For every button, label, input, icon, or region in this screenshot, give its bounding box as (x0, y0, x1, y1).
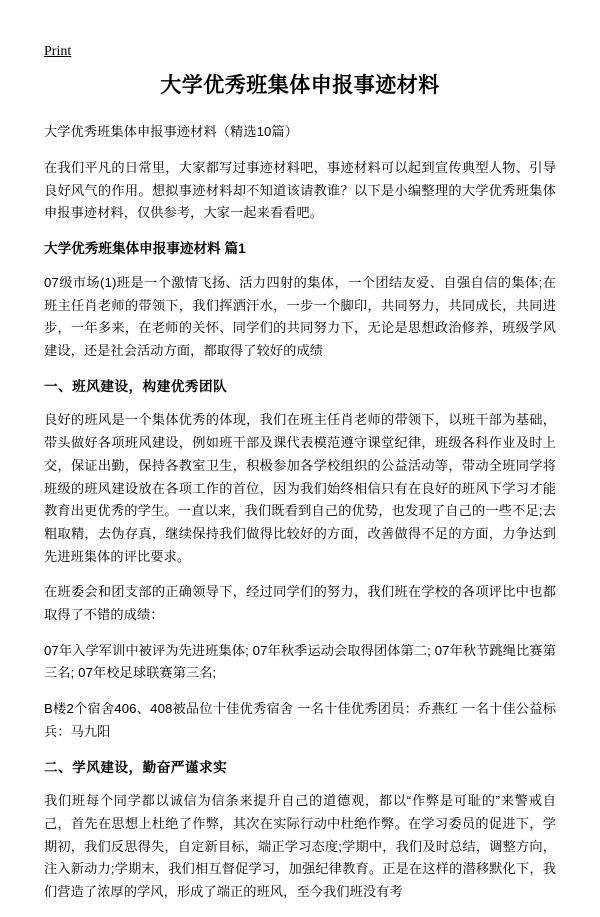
paragraph: 在班委会和团支部的正确领导下，经过同学们的努力，我们班在学校的各项评比中也都取得了不错的成绩： (44, 584, 556, 623)
section-heading: 二、学风建设，勤奋严谨求实 (44, 759, 228, 775)
paragraph: B楼2个宿舍406、408被品位十佳优秀宿舍 一名十佳优秀团员：乔燕红 一名十佳公益标兵：马九阳 (44, 701, 556, 739)
page-title: 大学优秀班集体申报事迹材料 (160, 74, 440, 97)
document-intro: 在我们平凡的日常里，大家都写过事迹材料吧，事迹材料可以起到宣传典型人物、引导良好风气的作用。想拟事迹材料却不知道该请教谁？以下是小编整理的大学优秀班集体申报事迹材料，仅供参考，大家一起来看看吧。 (44, 160, 556, 221)
print-link[interactable]: Print (44, 44, 72, 59)
document-body (44, 72, 556, 917)
paragraph: 07年入学军训中被评为先进班集体; 07年秋季运动会取得团体第二; 07年秋节跳绳比赛第三名; 07年校足球联赛第三名; (44, 642, 556, 681)
section-heading: 一、班风建设，构建优秀团队 (44, 378, 228, 394)
paragraph: 我们班每个同学都以诚信为信条来提升自己的道德观，都以“作弊是可耻的”来警戒自己，首先在思想上杜绝了作弊，其次在实际行动中杜绝作弊。在学习委员的促进下，学期初，我们反思得失，自定新目标，端正学习态度;学期中，我们及时总结，调整方向，注入新动力;学期末，我们相互督促学习，加强纪律教育。正是在这样的潜移默化下，我们营造了浓厚的学风，形成了端正的班风，至今我们班没有考 (44, 793, 556, 900)
section-heading-1: 大学优秀班集体申报事迹材料 篇1 (44, 241, 246, 257)
paragraph: 07级市场(1)班是一个激情飞扬、活力四射的集体，一个团结友爱、自强自信的集体;在班主任肖老师的带领下，我们挥洒汗水，一步一个脚印，共同努力，共同成长，共同进步，一年多来，在老师的关怀、同学们的共同努力下，无论是思想政治修养，班级学风建设，还是社会活动方面，都取得了较好的成绩 (44, 274, 556, 358)
paragraph: 良好的班风是一个集体优秀的体现，我们在班主任肖老师的带领下，以班干部为基础，带头做好各项班风建设，例如班干部及课代表模范遵守课堂纪律，班级各科作业及时上交，保证出勤，保持各教室卫生，积极参加各学校组织的公益活动等，带动全班同学将班级的班风建设放在各项工作的首位，因为我们始终相信只有在良好的班风下学习才能教育出更优秀的学生。一直以来，我们既看到自己的优势，也发现了自己的一些不足;去粗取精，去伪存真，继续保持我们做得比较好的方面，改善做得不足的方面，力争达到先进班集体的评比要求。 (44, 412, 556, 564)
document-subtitle: 大学优秀班集体申报事迹材料（精选10篇） (44, 124, 299, 140)
